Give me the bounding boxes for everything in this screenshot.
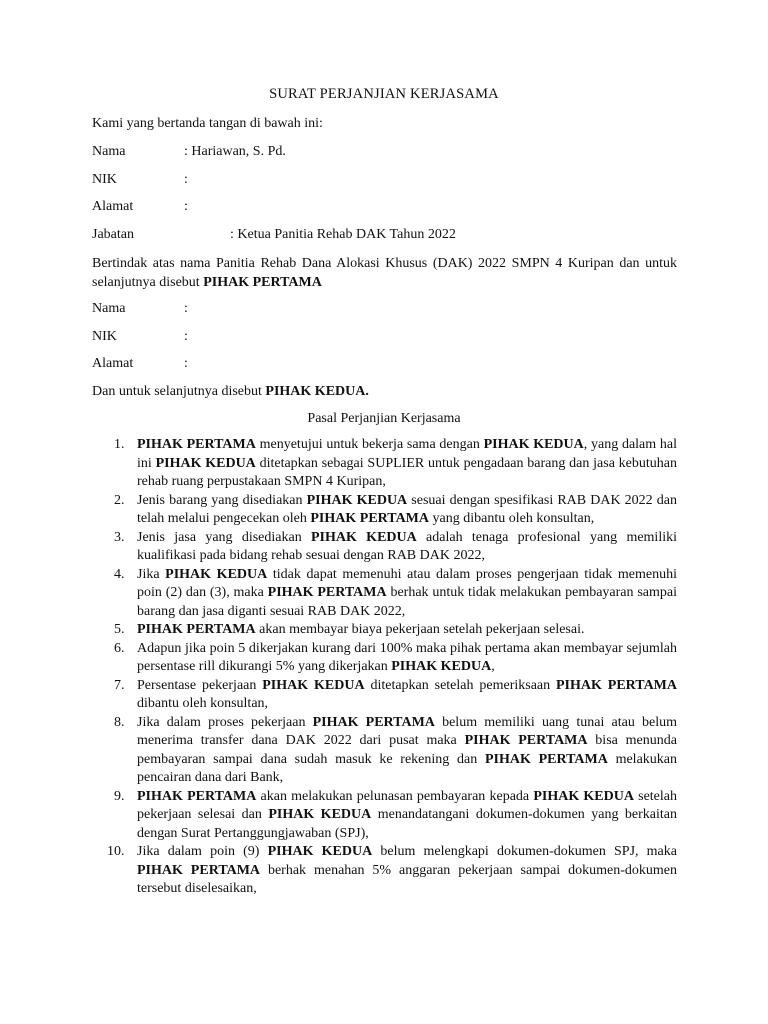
second-party-term: PIHAK KEDUA. — [265, 384, 369, 399]
first-party-statement — [92, 254, 677, 292]
first-party-position-label: Jabatan — [92, 227, 134, 242]
clause-text: setelah pekerjaan selesai dan — [137, 788, 678, 822]
clause-text: akan membayar biaya pekerjaan setelah pekerjaan selesai. — [255, 622, 585, 637]
party-term: PIHAK KEDUA — [311, 529, 417, 545]
section-title: Pasal Perjanjian Kerjasama — [307, 411, 461, 426]
clause-text: Jenis jasa yang disediakan — [137, 529, 311, 545]
colon: : — [184, 172, 188, 187]
colon: : — [184, 356, 188, 371]
clause-text: dibantu oleh konsultan, — [137, 696, 269, 711]
party-term: PIHAK PERTAMA — [137, 788, 257, 804]
clause-item — [92, 843, 677, 899]
party-term: PIHAK KEDUA — [268, 807, 372, 822]
clause-number: 2. — [114, 492, 125, 508]
colon: : — [230, 227, 234, 242]
first-party-name-value: Hariawan, S. Pd. — [191, 144, 286, 159]
party-term: PIHAK PERTAMA — [464, 733, 588, 748]
clause-item — [92, 492, 677, 529]
clause-text: tidak dapat memenuhi atau dalam proses pengerjaan tidak memenuhi poin (2) dan (3), maka — [137, 566, 677, 600]
clause-number: 3. — [114, 529, 125, 545]
party-term: PIHAK PERTAMA — [137, 862, 261, 878]
clause-text: menandatangani dokumen-dokumen yang berkaitan dengan Surat Pertanggungjawaban (SPJ), — [137, 807, 677, 841]
first-party-name-row — [92, 144, 125, 160]
clause-text: bisa menunda pembayaran sampai dana sudah masuk ke rekening dan — [137, 733, 677, 767]
party-term: PIHAK PERTAMA — [310, 511, 430, 526]
clause-item — [92, 714, 677, 788]
clause-item — [92, 529, 677, 566]
clause-text: Jika dalam poin (9) — [137, 844, 268, 859]
clause-text: Jika — [137, 566, 166, 582]
first-party-nik-label: NIK — [92, 172, 117, 187]
second-party-nik-label: NIK — [92, 329, 117, 344]
clause-number: 9. — [114, 788, 125, 804]
second-party-name-label: Nama — [92, 301, 126, 316]
party-term: PIHAK PERTAMA — [137, 437, 256, 452]
first-party-name-value-row — [184, 144, 286, 160]
party-term: PIHAK PERTAMA — [137, 622, 256, 637]
clause-text: belum melengkapi dokumen-dokumen SPJ, maka — [372, 844, 677, 859]
clause-text: akan melakukan pelunasan pembayaran kepada — [256, 788, 534, 804]
party-term: PIHAK KEDUA — [267, 844, 373, 859]
party-term: PIHAK PERTAMA — [312, 714, 435, 730]
first-party-name-label: Nama — [92, 144, 126, 159]
clause-item — [92, 677, 677, 714]
clause-number: 5. — [114, 622, 125, 637]
colon: : — [184, 144, 188, 159]
first-party-position-value-row — [230, 227, 456, 243]
first-party-term: PIHAK PERTAMA — [203, 275, 322, 290]
clause-text: yang dibantu oleh konsultan, — [429, 511, 595, 526]
intro-text: Kami yang bertanda tangan di bawah ini: — [92, 116, 323, 131]
second-party-statement — [92, 384, 369, 400]
clause-text: , yang dalam hal ini — [137, 437, 677, 471]
clause-text: Persentase pekerjaan — [137, 677, 263, 693]
clause-number: 8. — [114, 714, 125, 730]
clause-item — [92, 621, 677, 640]
clause-text: melakukan pencairan dana dari Bank, — [137, 751, 677, 785]
document-title: SURAT PERJANJIAN KERJASAMA — [269, 86, 499, 102]
clause-item — [92, 436, 677, 492]
clause-text: Jenis barang yang disediakan — [137, 492, 307, 508]
clause-number: 1. — [114, 437, 125, 452]
first-party-address-label: Alamat — [92, 199, 134, 214]
party-term: PIHAK PERTAMA — [556, 677, 678, 693]
colon: : — [184, 199, 188, 214]
second-party-statement-text: Dan untuk selanjutnya disebut — [92, 384, 266, 399]
clause-number: 10. — [107, 844, 125, 859]
clause-text: berhak menahan 5% anggaran pekerjaan sampai dokumen-dokumen tersebut diselesaikan, — [137, 862, 677, 896]
clause-text: menyetujui untuk bekerja sama dengan — [255, 437, 484, 452]
clause-text: ditetapkan sebagai SUPLIER untuk pengadaan barang dan jasa kebutuhan rehab ruang perpustakaan SMPN 4 Kuripan, — [137, 455, 677, 489]
clause-text: adalah tenaga profesional yang memiliki kualifikasi pada bidang rehab sesuai dengan RAB DAK 2022, — [137, 529, 677, 563]
clause-text: Adapun jika poin 5 dikerjakan kurang dari 100% maka pihak pertama akan membayar sejumlah persentase rill dikurangi 5% yang dikerjakan — [137, 640, 677, 674]
clause-item — [92, 566, 677, 622]
party-term: PIHAK KEDUA — [306, 492, 408, 508]
clause-item — [92, 788, 677, 844]
party-term: PIHAK KEDUA — [483, 437, 584, 452]
party-term: PIHAK KEDUA — [391, 659, 492, 674]
clause-number: 7. — [114, 677, 125, 693]
first-party-statement-text: Bertindak atas nama Panitia Rehab Dana Alokasi Khusus (DAK) 2022 SMPN 4 Kuripan dan untuk selanjutnya disebut — [92, 256, 677, 290]
clause-text: , — [491, 659, 495, 674]
party-term: PIHAK KEDUA — [533, 788, 634, 804]
party-term: PIHAK PERTAMA — [267, 585, 387, 600]
party-term: PIHAK KEDUA — [155, 455, 256, 471]
clause-number: 4. — [114, 566, 125, 582]
first-party-position-value: Ketua Panitia Rehab DAK Tahun 2022 — [237, 227, 456, 242]
party-term: PIHAK PERTAMA — [484, 751, 608, 767]
colon: : — [184, 301, 188, 316]
colon: : — [184, 329, 188, 344]
clause-text: belum memiliki uang tunai atau belum menerima transfer dana DAK 2022 dari pusat maka — [137, 714, 677, 748]
clause-number: 6. — [114, 640, 125, 656]
clause-text: ditetapkan setelah pemeriksaan — [364, 677, 556, 693]
clause-item — [92, 640, 677, 677]
party-term: PIHAK KEDUA — [262, 677, 365, 693]
clause-text: Jika dalam proses pekerjaan — [137, 714, 313, 730]
clause-text: berhak untuk tidak melakukan pembayaran sampai barang dan jasa diganti sesuai RAB DAK 2022, — [137, 585, 677, 619]
agreement-clauses-list — [92, 436, 677, 899]
party-term: PIHAK KEDUA — [165, 566, 268, 582]
clause-text: sesuai dengan spesifikasi RAB DAK 2022 dan telah melalui pengecekan oleh — [137, 492, 677, 526]
second-party-address-label: Alamat — [92, 356, 134, 371]
